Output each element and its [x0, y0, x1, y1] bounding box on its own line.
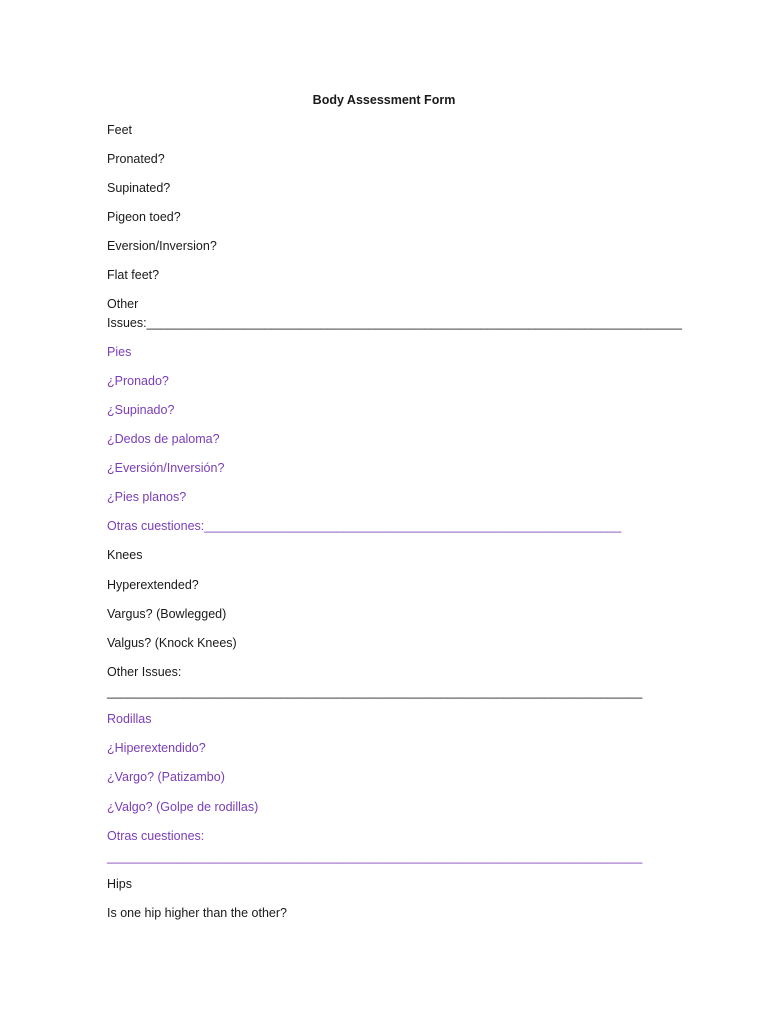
feet-other-issues-line: Issues:_____________________________________________________________________________: [107, 316, 682, 330]
feet-other-label: Other: [107, 297, 139, 311]
rodillas-question-vargo: ¿Vargo? (Patizambo): [107, 770, 225, 784]
pies-question-pies-planos: ¿Pies planos?: [107, 490, 187, 504]
feet-question-pronated: Pronated?: [107, 152, 165, 166]
rodillas-question-hiperextendido: ¿Hiperextendido?: [107, 741, 206, 755]
knees-question-valgus: Valgus? (Knock Knees): [107, 636, 237, 650]
knees-other-label: Other Issues:: [107, 665, 182, 679]
feet-heading: Feet: [107, 123, 133, 137]
rodillas-other-issues-line: _____________________________________________________________________________: [107, 850, 643, 864]
rodillas-question-valgo: ¿Valgo? (Golpe de rodillas): [107, 800, 259, 814]
feet-question-pigeon-toed: Pigeon toed?: [107, 210, 181, 224]
hips-heading: Hips: [107, 877, 133, 891]
pies-question-eversion: ¿Eversión/Inversión?: [107, 461, 225, 475]
pies-question-dedos-paloma: ¿Dedos de paloma?: [107, 432, 220, 446]
hips-question-one-higher: Is one hip higher than the other?: [107, 906, 287, 920]
feet-question-flat-feet: Flat feet?: [107, 268, 160, 282]
rodillas-heading: Rodillas: [107, 712, 152, 726]
page-title: Body Assessment Form: [312, 93, 456, 107]
knees-question-hyperextended: Hyperextended?: [107, 578, 199, 592]
pies-heading: Pies: [107, 345, 132, 359]
knees-other-issues-line: _____________________________________________________________________________: [107, 685, 643, 699]
pies-question-pronado: ¿Pronado?: [107, 374, 169, 388]
feet-question-eversion: Eversion/Inversion?: [107, 239, 217, 253]
knees-heading: Knees: [107, 548, 143, 562]
rodillas-other-label: Otras cuestiones:: [107, 829, 205, 843]
knees-question-vargus: Vargus? (Bowlegged): [107, 607, 227, 621]
pies-question-supinado: ¿Supinado?: [107, 403, 175, 417]
feet-question-supinated: Supinated?: [107, 181, 171, 195]
pies-other-issues-line: Otras cuestiones:____________________________________________________________: [107, 519, 622, 533]
